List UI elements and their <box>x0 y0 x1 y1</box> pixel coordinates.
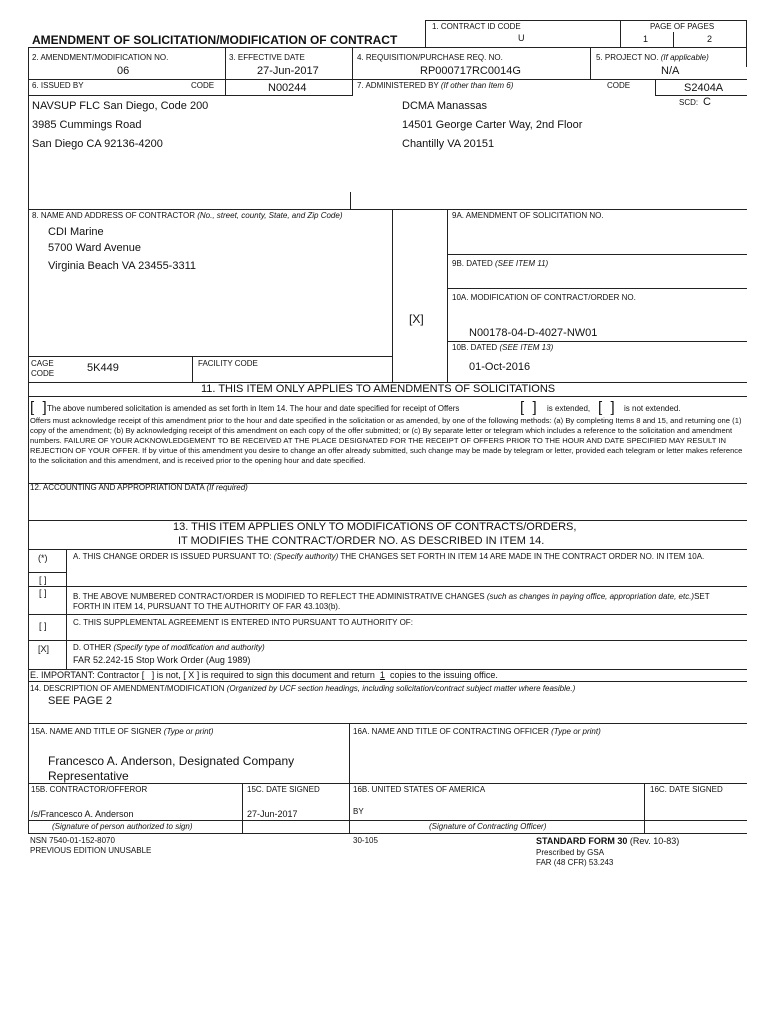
row-d-checkbox[interactable]: [X] <box>38 644 50 654</box>
project-no-value: N/A <box>661 65 680 77</box>
issued-by-line-3: San Diego CA 92136-4200 <box>32 138 163 150</box>
date-signed-16c-label: 16C. DATE SIGNED <box>650 785 723 794</box>
modification-contract-label: 10A. MODIFICATION OF CONTRACT/ORDER NO. <box>452 293 636 302</box>
date-signed-15c-label: 15C. DATE SIGNED <box>247 785 320 794</box>
nsn-number: NSN 7540-01-152-8070 <box>30 836 115 845</box>
effective-date-label: 3. EFFECTIVE DATE <box>229 53 305 62</box>
requisition-value: RP000717RC0014G <box>420 65 521 77</box>
description-value: SEE PAGE 2 <box>48 695 112 707</box>
item-11-check-bracket[interactable]: [ ] <box>30 399 47 416</box>
prescribed-by: Prescribed by GSA <box>536 848 605 857</box>
item-11-line-1b: is extended, <box>547 404 591 413</box>
standard-form: STANDARD FORM 30 (Rev. 10-83) <box>536 836 680 846</box>
scd-label: SCD: <box>679 98 699 107</box>
contracting-officer-caption: (Signature of Contracting Officer) <box>429 822 547 831</box>
signer-name-line-2: Representative <box>48 769 129 783</box>
issued-code-value: N00244 <box>268 82 307 94</box>
amendment-no-label: 2. AMENDMENT/MODIFICATION NO. <box>32 53 169 62</box>
amendment-no-value: 06 <box>117 65 130 77</box>
far-reference: FAR (48 CFR) 53.243 <box>536 858 614 867</box>
contract-id-label: 1. CONTRACT ID CODE <box>432 22 521 31</box>
cage-code-value: 5K449 <box>87 362 119 374</box>
row-d-text: D. OTHER (Specify type of modification and authority) <box>73 643 265 652</box>
modification-contract-value: N00178-04-D-4027-NW01 <box>469 327 598 339</box>
project-no-label: 5. PROJECT NO. (If applicable) <box>596 53 709 62</box>
contract-id-value: U <box>518 33 525 43</box>
contractor-label: 8. NAME AND ADDRESS OF CONTRACTOR (No., street, county, State, and Zip Code) <box>32 211 343 220</box>
dated-10b-label: 10B. DATED (SEE ITEM 13) <box>452 343 554 352</box>
form-number: 30-105 <box>353 836 378 845</box>
effective-date-value: 27-Jun-2017 <box>257 65 319 77</box>
amendment-solicitation-label: 9A. AMENDMENT OF SOLICITATION NO. <box>452 211 604 220</box>
description-label: 14. DESCRIPTION OF AMENDMENT/MODIFICATION (Organized by UCF section headings, including solicitation/contract subject matter where feasible.) <box>30 684 576 693</box>
contractor-signature: /s/Francesco A. Anderson <box>31 809 134 819</box>
contractor-line-2: 5700 Ward Avenue <box>48 242 141 254</box>
page-number: 1 <box>643 34 649 44</box>
contractor-line-3: Virginia Beach VA 23455-3311 <box>48 260 197 272</box>
admin-code-label: CODE <box>607 81 631 90</box>
offers-not-extended-bracket[interactable]: [ ] <box>598 399 615 416</box>
page-of-pages-label: PAGE OF PAGES <box>650 22 715 31</box>
issued-by-line-1: NAVSUP FLC San Diego, Code 200 <box>32 100 209 112</box>
important-text: E. IMPORTANT: Contractor [ ] is not, [ X ] is required to sign this document and return 1 copies to the issuing office. <box>30 670 498 680</box>
row-b-text: B. THE ABOVE NUMBERED CONTRACT/ORDER IS MODIFIED TO REFLECT THE ADMINISTRATIVE CHANGES (such as changes in paying office, appropriation date, etc.)SET FORTH IN ITEM 14, PURSUANT TO THE AUTHORITY OF FAR 43.103(b). <box>73 592 710 611</box>
administered-by-line-1: DCMA Manassas <box>402 100 487 112</box>
item-11-heading: 11. THIS ITEM ONLY APPLIES TO AMENDMENTS OF SOLICITATIONS <box>201 383 556 395</box>
row-a-text: A. THIS CHANGE ORDER IS ISSUED PURSUANT TO: (Specify authority) THE CHANGES SET FORTH IN ITEM 14 ARE MADE IN THE CONTRACT ORDER NO. IN ITEM 10A. <box>73 552 705 561</box>
item-11-paragraph: Offers must acknowledge receipt of this amendment prior to the hour and date specified in the solicitation or as amended, by one of the following methods: (a) By completing Items 8 and 15, and returning one (1) copy of the amendment; (b) By acknowledging receipt of this amendment on each copy of the offer submitted; or (c) By separate letter or telegram which includes a reference to the solicitation and amendment numbers. FAILURE OF YOUR ACKNOWLEDGEMENT TO BE RECEIVED AT THE PLACE DESIGNATED FOR THE RECEIPT OF OFFERS PRIOR TO THE HOUR AND DATE SPECIFIED MAY RESULT IN REJECTION OF YOUR OFFER. If by virtue of this amendment you desire to change an offer already submitted, such change may be made by telegram or letter, provided each telegram or letter makes reference to the solicitation and this amendment, and is received prior to the opening hour and date specified. <box>30 416 743 465</box>
dated-9b-label: 9B. DATED (SEE ITEM 11) <box>452 259 549 268</box>
by-label: BY <box>353 807 364 816</box>
item-11-line-1a: The above numbered solicitation is amended as set forth in Item 14. The hour and date specified for receipt of Offers <box>47 404 460 413</box>
contracting-officer-label: 16A. NAME AND TITLE OF CONTRACTING OFFICER (Type or print) <box>353 727 601 736</box>
signer-name-line-1: Francesco A. Anderson, Designated Company <box>48 754 295 768</box>
signature-caption: (Signature of person authorized to sign) <box>52 822 193 831</box>
row-d-authority: FAR 52.242-15 Stop Work Order (Aug 1989) <box>73 655 251 665</box>
item-13-heading-2: IT MODIFIES THE CONTRACT/ORDER NO. AS DESCRIBED IN ITEM 14. <box>178 535 545 547</box>
dated-10b-value: 01-Oct-2016 <box>469 361 531 373</box>
requisition-label: 4. REQUISITION/PURCHASE REQ. NO. <box>357 53 503 62</box>
offers-extended-bracket[interactable]: [ ] <box>520 399 537 416</box>
signer-label: 15A. NAME AND TITLE OF SIGNER (Type or print) <box>31 727 214 736</box>
facility-code-label: FACILITY CODE <box>198 359 258 368</box>
admin-code-value: S2404A <box>684 82 724 94</box>
scd-value: C <box>703 96 711 108</box>
issued-by-line-2: 3985 Cummings Road <box>32 119 142 131</box>
cage-code-label: CAGE CODE <box>31 359 55 378</box>
administered-by-line-2: 14501 George Carter Way, 2nd Floor <box>402 119 583 131</box>
issued-code-label: CODE <box>191 81 215 90</box>
accounting-label: 12. ACCOUNTING AND APPROPRIATION DATA (If required) <box>30 483 248 492</box>
contractor-offeror-label: 15B. CONTRACTOR/OFFEROR <box>31 785 148 794</box>
item-11-line-1c: is not extended. <box>624 404 681 413</box>
administered-by-label: 7. ADMINISTERED BY (If other than Item 6) <box>357 81 514 90</box>
row-a-mark: (*) <box>38 553 48 563</box>
usa-label: 16B. UNITED STATES OF AMERICA <box>353 785 486 794</box>
row-c-text: C. THIS SUPPLEMENTAL AGREEMENT IS ENTERED INTO PURSUANT TO AUTHORITY OF: <box>73 618 413 627</box>
row-b-checkbox[interactable]: [ ] <box>39 588 47 598</box>
administered-by-line-3: Chantilly VA 20151 <box>402 138 495 150</box>
row-c-checkbox[interactable]: [ ] <box>39 621 47 631</box>
form-title: AMENDMENT OF SOLICITATION/MODIFICATION OF CONTRACT <box>32 33 398 47</box>
page-count: 2 <box>707 34 713 44</box>
contractor-line-1: CDI Marine <box>48 226 104 238</box>
item-13-heading-1: 13. THIS ITEM APPLIES ONLY TO MODIFICATIONS OF CONTRACTS/ORDERS, <box>173 521 577 533</box>
modification-checkbox[interactable]: [X] <box>409 312 424 326</box>
date-signed-15c-value: 27-Jun-2017 <box>247 809 298 819</box>
row-blank-checkbox[interactable]: [ ] <box>39 575 47 585</box>
issued-by-label: 6. ISSUED BY <box>32 81 84 90</box>
previous-edition-note: PREVIOUS EDITION UNUSABLE <box>30 846 152 855</box>
